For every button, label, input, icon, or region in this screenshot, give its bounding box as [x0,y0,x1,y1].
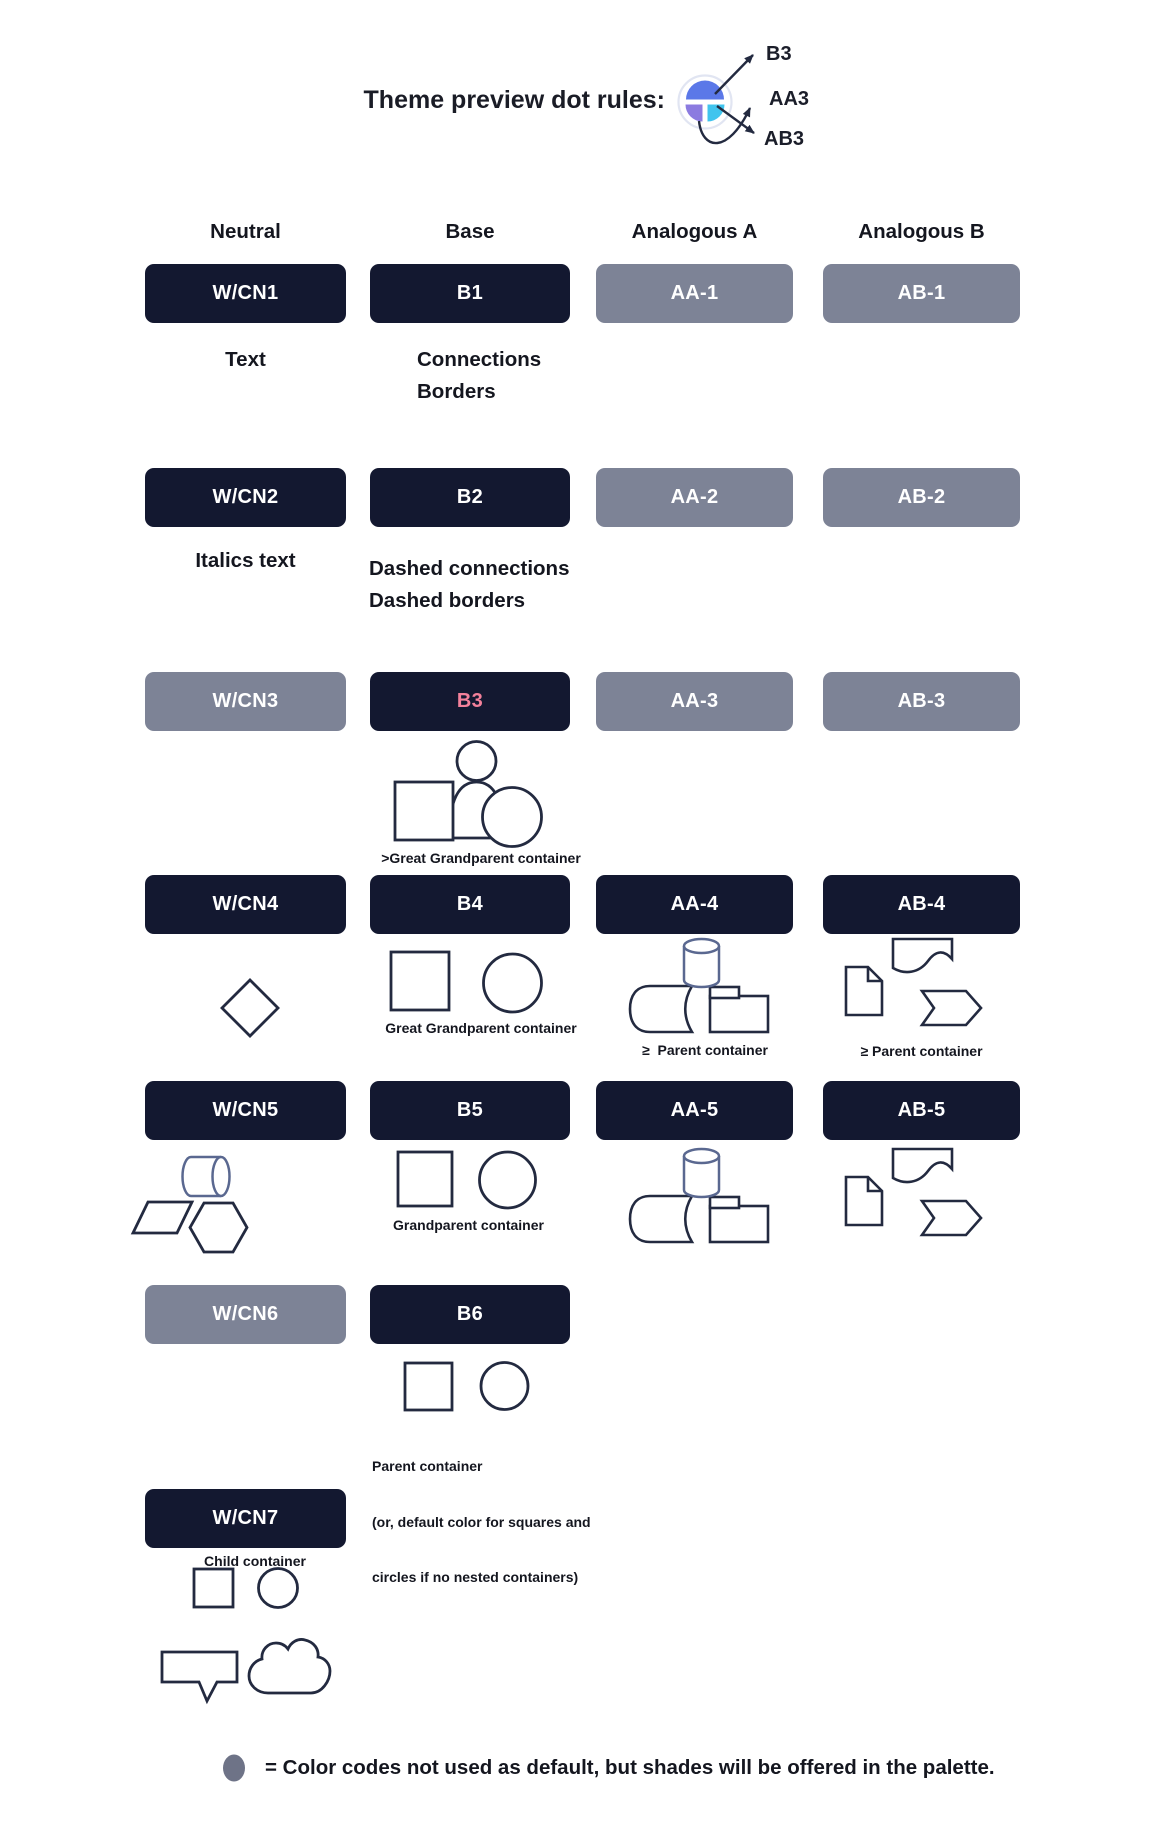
frame-shape [710,1206,768,1242]
column-header-neutral: Neutral [210,220,281,243]
swatch-label: W/CN7 [212,1507,279,1529]
swatch-wcn4 [145,875,346,934]
swatch-label: AB-5 [897,1099,946,1121]
circle-shape [259,1569,298,1608]
dot-rule-label-aa3: AA3 [769,88,810,110]
horizontal-cylinder-end [213,1157,230,1196]
dot-segment-analogous-b-cyan [708,105,725,122]
swatch-aa2 [596,468,793,527]
person-head-shape [457,742,496,781]
square-shape [391,952,449,1010]
aa5-shapes [630,1149,768,1242]
database-cylinder-shape [684,1156,719,1197]
caption-great-grandparent: Great Grandparent container [385,1020,577,1036]
square-shape [194,1569,233,1607]
swatch-label: B1 [456,282,484,304]
hexagon-shape [190,1203,247,1252]
swatch-label: W/CN2 [212,486,279,508]
wcn5-shapes [133,1157,247,1252]
caption-line: circles if no nested containers) [372,1569,579,1585]
arrow-to-ab3 [717,106,754,133]
swatch-label: B6 [456,1303,484,1325]
swatch-b2 [370,468,570,527]
database-cylinder-top [684,1149,719,1163]
theme-preview-dot-icon [679,76,732,129]
ab5-shapes [846,1149,981,1235]
note-fold-line [868,967,882,981]
swatch-label: AA-4 [670,893,719,915]
diagram-title: Theme preview dot rules: [363,86,665,114]
caption-line: Borders [417,380,496,403]
swatch-label: W/CN6 [212,1303,279,1325]
legend-dot [223,1755,245,1782]
caption-grandparent: Grandparent container [393,1217,544,1233]
circle-shape [481,1363,528,1410]
swatch-ab1 [823,264,1020,323]
b5-shapes [398,1152,536,1208]
chevron-shape [922,991,981,1025]
dot-ring [679,76,732,129]
caption-line: Dashed connections [369,557,570,580]
swatch-label: B5 [456,1099,484,1121]
frame-tab-shape [710,987,739,998]
caption-ge-parent-aa: ≥ Parent container [642,1042,768,1058]
swatch-aa5 [596,1081,793,1140]
caption-line: Dashed borders [369,589,526,612]
caption-line: (or, default color for squares and [372,1513,591,1530]
swatch-label: W/CN5 [212,1099,279,1121]
swatch-ab2 [823,468,1020,527]
b3-shapes [395,742,542,847]
b6-shapes [405,1363,528,1411]
caption-parent-container [372,1420,591,1624]
swatch-label: AB-4 [897,893,946,915]
square-shape [398,1152,452,1206]
database-cylinder-shape [684,946,719,987]
dot-segment-base-blue [686,81,724,100]
swatch-label: AA-1 [670,282,719,304]
caption-ge-parent-ab: ≥ Parent container [860,1043,983,1059]
swatch-wcn7 [145,1489,346,1548]
swatch-label: W/CN4 [212,893,279,915]
swatch-wcn5 [145,1081,346,1140]
circle-shape [483,788,542,847]
swatch-label: AB-2 [897,486,946,508]
swatch-label: B2 [456,486,484,508]
frame-tab-shape [710,1197,739,1208]
caption-child-container: Child container [204,1553,306,1569]
stored-data-shape [630,986,692,1032]
legend-text: = Color codes not used as default, but shades will be offered in the palette. [265,1756,995,1779]
circle-shape [480,1152,536,1208]
aa4-shapes [630,939,768,1032]
note-folded-corner-shape [846,967,882,1015]
person-body-shape [449,782,504,838]
swatch-aa3 [596,672,793,731]
note-folded-corner-shape [846,1177,882,1225]
swatch-label: B3 [456,690,484,712]
swatch-ab5 [823,1081,1020,1140]
chevron-shape [922,1201,981,1235]
swatch-wcn6 [145,1285,346,1344]
swatch-label: W/CN3 [212,690,279,712]
database-cylinder-top [684,939,719,953]
swatch-aa4 [596,875,793,934]
caption-italics-text: Italics text [195,549,296,572]
swatch-ab4 [823,875,1020,934]
horizontal-cylinder-shape [183,1157,222,1196]
swatch-label: W/CN1 [212,282,279,304]
swatch-label: AB-1 [897,282,946,304]
document-wavy-shape [893,1149,952,1182]
caption-text: Text [225,348,266,371]
dot-rule-arrows [699,55,754,143]
caption-dashed [369,553,570,617]
caption-line: Connections [417,348,542,371]
circle-shape [484,954,542,1012]
caption-line: Parent container [372,1458,483,1474]
dot-segment-analogous-a-purple [686,105,703,122]
square-shape [395,782,453,840]
swatch-label: AA-2 [670,486,719,508]
swatch-b6 [370,1285,570,1344]
swatch-b1 [370,264,570,323]
ab4-shapes [846,939,981,1025]
swatch-label: B4 [456,893,484,915]
column-header-base: Base [445,220,495,243]
square-shape [405,1363,452,1410]
speech-bubble-shape [162,1652,237,1701]
dot-rule-label-ab3: AB3 [764,128,805,150]
b4-shapes [391,952,542,1012]
diamond-shape [222,980,278,1036]
swatch-label: AB-3 [897,690,946,712]
swatch-label: AA-3 [670,690,719,712]
swatch-b4 [370,875,570,934]
swatch-wcn1 [145,264,346,323]
parallelogram-shape [133,1202,192,1233]
arrow-to-b3 [715,55,753,94]
swatch-wcn3 [145,672,346,731]
swatch-b5 [370,1081,570,1140]
arrow-to-aa3 [699,108,750,143]
swatch-label: AA-5 [670,1099,719,1121]
column-header-analogous-a: Analogous A [631,220,758,243]
caption-connections-borders [417,344,541,408]
caption-great-grandparent-gt: >Great Grandparent container [381,850,581,866]
swatch-aa1 [596,264,793,323]
document-wavy-shape [893,939,952,972]
dot-rule-label-b3: B3 [766,43,792,65]
stored-data-shape [630,1196,692,1242]
cloud-shape [249,1639,330,1693]
column-header-analogous-b: Analogous B [858,220,985,243]
frame-shape [710,996,768,1032]
swatch-b3 [370,672,570,731]
note-fold-line [868,1177,882,1191]
wcn7-shapes [162,1569,330,1702]
swatch-ab3 [823,672,1020,731]
swatch-wcn2 [145,468,346,527]
